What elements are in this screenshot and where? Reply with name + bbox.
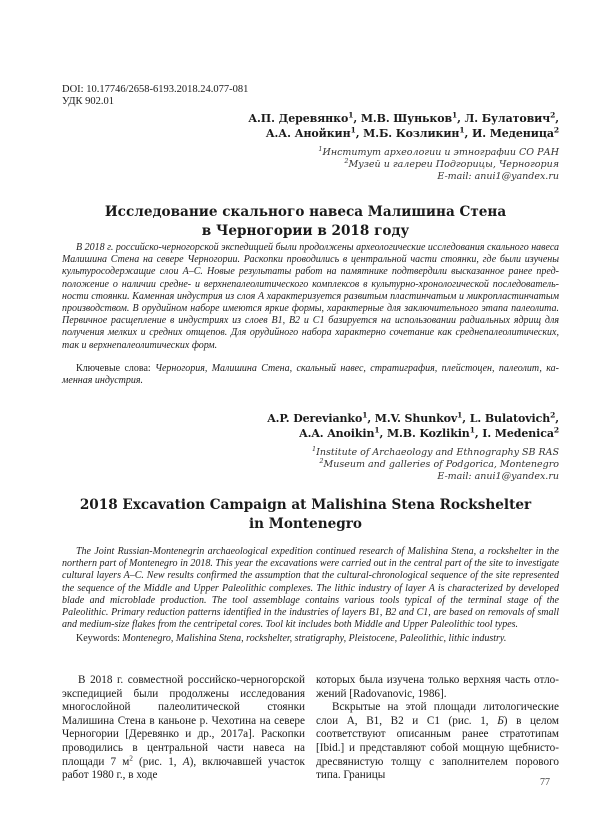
page-number: 77 bbox=[540, 777, 550, 788]
ru-affiliations bbox=[318, 144, 559, 183]
ru-abstract: В 2018 г. российско-черногорской экспедицией были продолжены археологические исследования скального навеса Малишина Стена на севере Черногории. Раскопки проводились в центральной части стоянки, где были изучены культуросодержащие слои А–С. Новые результаты работ на памятнике подтвердили высказанное ранее предположение о наличии средне- и верхнепалеолитического комплексов в культурно-хронологической последовательности стоянки. Каменная индустрия из слоя А характеризуется развитым пластинчатым и микропластинчатым производством. В орудийном наборе имеются яркие формы, характерные для заключительного этапа палеолита. Первичное расщепление в индустриях из слоев B1, B2 и C1 базируется на использовании радиальных ядрищ для получения мелких и средних отщепов. Для орудийного набора характерно сочетание как среднепалеолитических, так и верхнепалеолитических форм. bbox=[62, 242, 559, 351]
keywords-text: Montenegro, Malishina Stena, rockshelter, stratigraphy, Pleistocene, Paleolithic, lithic industry. bbox=[122, 633, 507, 644]
affiliation: $^2$Museum and galleries of Podgorica, Montenegro bbox=[319, 456, 559, 470]
paragraph: которых была изучена только верхняя часть отложений [Radovanovic, 1986]. bbox=[316, 674, 559, 700]
keywords-text: Черногория, Малишина Стена, скальный навес, стратиграфия, плейстоцен, палеолит, каменная индустрия. bbox=[62, 363, 560, 387]
ru-authors-line2 bbox=[248, 126, 559, 141]
udc: УДК 902.01 bbox=[62, 96, 115, 107]
author: Л. Булатович$^2$, bbox=[464, 110, 559, 125]
author: А.П. Деревянко$^1$, bbox=[248, 110, 361, 125]
author: A.A. Anoikin$^1$, bbox=[299, 425, 387, 440]
author: И. Меденица$^2$ bbox=[471, 125, 559, 140]
en-authors-line1 bbox=[267, 411, 559, 426]
keywords-label: Keywords: bbox=[76, 633, 120, 644]
email: E-mail: anui1@yandex.ru bbox=[437, 471, 559, 482]
author: I. Medenica$^2$ bbox=[482, 425, 559, 440]
author: L. Bulatovich$^2$, bbox=[469, 410, 559, 425]
en-keywords bbox=[62, 633, 559, 645]
keywords-label: Ключевые слова: bbox=[76, 363, 151, 374]
body-left-column bbox=[62, 674, 305, 783]
body-right-column bbox=[316, 674, 559, 783]
en-authors bbox=[267, 411, 559, 441]
affiliation: $^1$Институт археологии и этнографии СО РАН bbox=[318, 144, 559, 158]
author: А.А. Анойкин$^1$, bbox=[265, 125, 364, 140]
ru-authors-line1 bbox=[248, 111, 559, 126]
author: M.B. Kozlikin$^1$, bbox=[386, 425, 483, 440]
paragraph: В 2018 г. совместной российско-черногорской экспедицией были продолжены исследования многослойной палеолитической стоянки Малишина Стена в каньоне р. Чехотина на севере Черногории [Деревянко и др., 2017а]. Раскопки проводились в центральной части навеса на площади 7 $м^2$ (рис. 1, А), включавшей участок работ 1980 г., в ходе bbox=[62, 674, 305, 782]
en-title: 2018 Excavation Campaign at Malishina Stena Rockshelter in Montenegro bbox=[79, 497, 532, 532]
author: A.P. Derevianko$^1$, bbox=[267, 410, 375, 425]
ru-authors bbox=[248, 111, 559, 141]
email: E-mail: anui1@yandex.ru bbox=[437, 171, 559, 182]
paragraph: Вскрытые на этой площади литологические слои A, B1, B2 и C1 (рис. 1, Б) в целом соответствуют описанным ранее стратотипам [Ibid.] и представляют собой мощную щебнисто-дресвянистую толщу с заполнителем порового типа. Границы bbox=[316, 701, 559, 782]
ru-keywords bbox=[62, 363, 559, 387]
en-authors-line2 bbox=[267, 426, 559, 441]
affiliation: $^2$Музей и галереи Подгорицы, Черногория bbox=[344, 156, 559, 170]
author: М.В. Шуньков$^1$, bbox=[360, 110, 465, 125]
ru-title: Исследование скального навеса Малишина Стена в Черногории в 2018 году bbox=[104, 204, 507, 239]
doi: DOI: 10.17746/2658-6193.2018.24.077-081 bbox=[62, 84, 249, 95]
author: М.Б. Козликин$^1$, bbox=[363, 125, 472, 140]
author: M.V. Shunkov$^1$, bbox=[374, 410, 470, 425]
en-affiliations bbox=[312, 444, 559, 483]
affiliation: $^1$Institute of Archaeology and Ethnography SB RAS bbox=[312, 444, 559, 458]
en-abstract: The Joint Russian-Montenegrin archaeological expedition continued research of Malishina Stena, a rockshelter in the northern part of Montenegro in 2018. This year the excavations were carried out in the central part of the site to investigate cultural layers A–C. New results confirmed the assumption that the cultural-chronological sequence of the site represented the sequence of the Middle and Upper Paleolithic complexes. The lithic industry of layer A is characterized by developed blade and microblade production. The tool assemblage contains various tools typical of the terminal stage of the Paleolithic. Primary reduction patterns identified in the industries of layers B1, B2 and C1, are based on removals of small and medium-size flakes from the centripetal cores. Tool kit includes both Middle and Upper Paleolithic tool types. bbox=[62, 546, 559, 631]
